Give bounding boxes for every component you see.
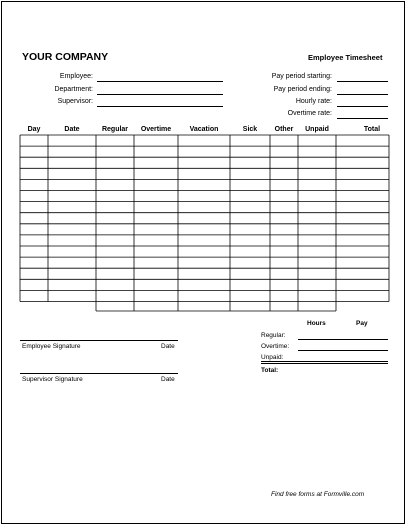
column-header-vacation: Vacation [189, 126, 219, 133]
summary-unpaid-label: Unpaid: [261, 354, 284, 361]
summary-unpaid-field[interactable] [261, 361, 388, 362]
pay-period-starting-field[interactable] [337, 81, 388, 82]
summary-overtime-label: Overtime: [261, 343, 290, 350]
pay-period-starting-label: Pay period starting: [271, 73, 332, 80]
summary-pay-header: Pay [356, 320, 368, 327]
pay-period-ending-label: Pay period ending: [273, 86, 332, 93]
summary-hours-header: Hours [307, 320, 326, 327]
column-header-overtime: Overtime [140, 126, 172, 133]
employee-signature-label: Employee Signature [22, 343, 81, 350]
summary-total-divider [261, 363, 388, 364]
employee-date-label: Date [161, 343, 175, 350]
column-header-date: Date [64, 126, 80, 133]
column-header-unpaid: Unpaid [305, 126, 329, 133]
column-header-regular: Regular [101, 126, 129, 133]
company-name: YOUR COMPANY [22, 51, 109, 63]
employee-label: Employee: [59, 73, 93, 80]
department-label: Department: [54, 86, 93, 93]
hourly-rate-label: Hourly rate: [295, 98, 332, 105]
overtime-rate-label: Overtime rate: [287, 110, 332, 117]
timesheet-page [1, 1, 405, 524]
summary-regular-label: Regular: [261, 332, 286, 339]
footer-credit: Find free forms at Formville.com [271, 491, 365, 498]
supervisor-field[interactable] [97, 106, 223, 107]
pay-period-ending-field[interactable] [337, 94, 388, 95]
department-field[interactable] [97, 94, 223, 95]
employee-signature-line[interactable] [20, 340, 178, 341]
column-header-other: Other [274, 126, 294, 133]
supervisor-signature-label: Supervisor Signature [22, 376, 83, 383]
summary-regular-field[interactable] [298, 339, 388, 340]
document-title: Employee Timesheet [308, 53, 383, 62]
supervisor-label: Supervisor: [57, 98, 93, 105]
supervisor-signature-line[interactable] [20, 373, 178, 374]
employee-field[interactable] [97, 81, 223, 82]
timesheet-grid[interactable] [20, 135, 390, 313]
hourly-rate-field[interactable] [337, 106, 388, 107]
summary-overtime-field[interactable] [298, 350, 388, 351]
column-header-day: Day [27, 126, 41, 133]
overtime-rate-field[interactable] [337, 118, 388, 119]
summary-total-label: Total: [261, 367, 279, 374]
supervisor-date-label: Date [161, 376, 175, 383]
column-header-sick: Sick [242, 126, 258, 133]
column-header-total: Total [363, 126, 381, 133]
